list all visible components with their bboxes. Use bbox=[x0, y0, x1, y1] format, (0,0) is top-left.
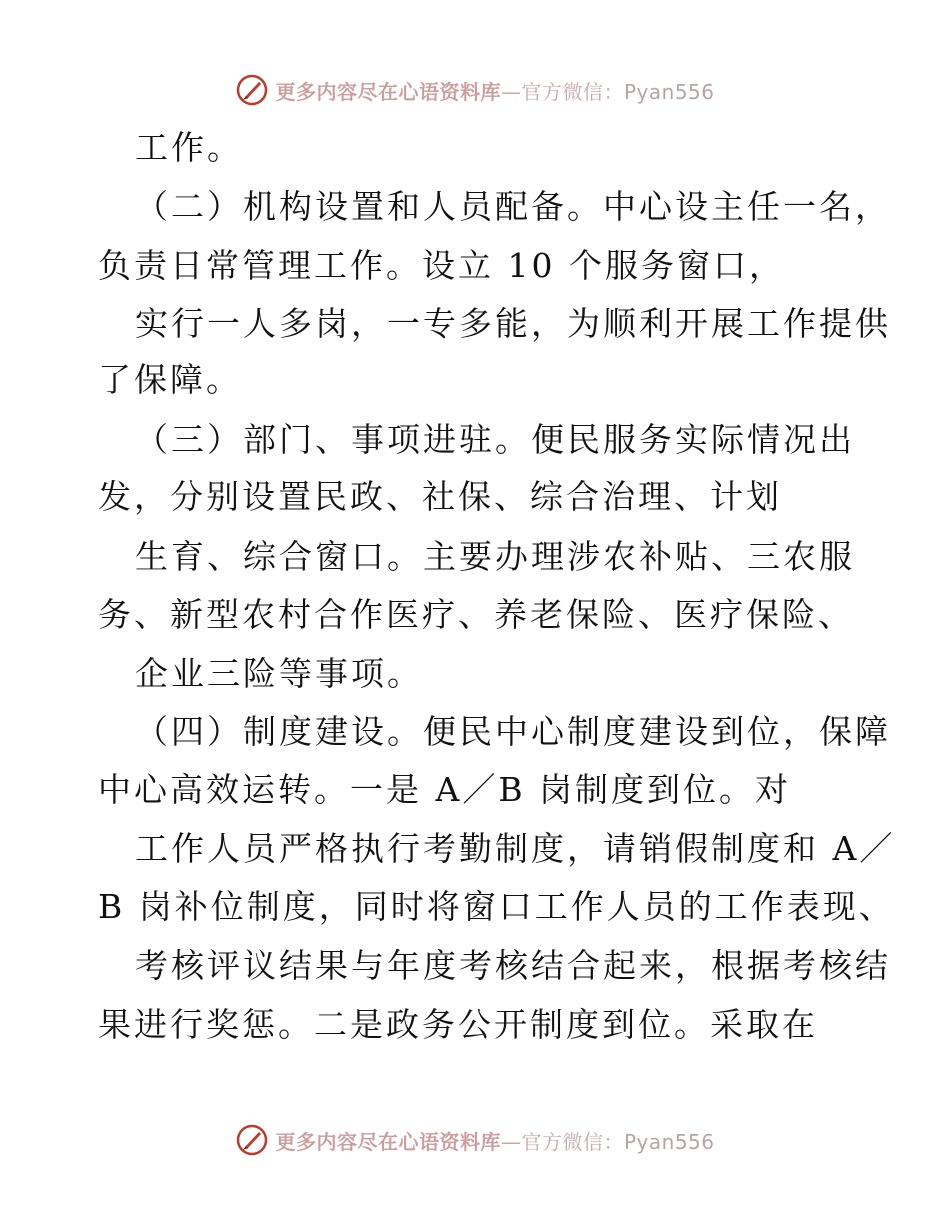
paragraph-line: 工作人员严格执行考勤制度，请销假制度和 A／ bbox=[135, 829, 896, 868]
paragraph-line: 考核评议结果与年度考核结合起来，根据考核结 bbox=[135, 946, 891, 985]
paragraph-line: （四）制度建设。便民中心制度建设到位，保障 bbox=[135, 712, 891, 751]
paragraph-line: 中心高效运转。一是 A／B 岗制度到位。对 bbox=[98, 770, 792, 809]
watermark-id: Pyan556 bbox=[623, 1129, 715, 1154]
watermark-brand: 更多内容尽在心语资料库 bbox=[275, 79, 501, 104]
red-quill-logo-icon bbox=[235, 1123, 269, 1157]
watermark-separator: — bbox=[500, 1129, 522, 1154]
watermark-contact: 官方微信： bbox=[521, 1129, 624, 1154]
footer-watermark bbox=[0, 1120, 950, 1160]
paragraph-line: （三）部门、事项进驻。便民服务实际情况出 bbox=[135, 420, 855, 459]
watermark-text bbox=[275, 1126, 714, 1155]
paragraph-line: 实行一人多岗，一专多能，为顺利开展工作提供 bbox=[135, 304, 891, 343]
paragraph-line: 务、新型农村合作医疗、养老保险、医疗保险、 bbox=[98, 595, 854, 634]
paragraph-line: B 岗补位制度，同时将窗口工作人员的工作表现、 bbox=[98, 887, 895, 926]
watermark-separator: — bbox=[500, 79, 522, 104]
paragraph-line: 负责日常管理工作。设立 10 个服务窗口， bbox=[98, 246, 785, 285]
watermark-brand: 更多内容尽在心语资料库 bbox=[275, 1129, 501, 1154]
watermark-contact: 官方微信： bbox=[521, 79, 624, 104]
paragraph-line: 了保障。 bbox=[98, 360, 242, 399]
paragraph-line: 果进行奖惩。二是政务公开制度到位。采取在 bbox=[98, 1005, 818, 1044]
paragraph-line: 发，分别设置民政、社保、综合治理、计划 bbox=[98, 477, 782, 516]
paragraph-line: 工作。 bbox=[135, 128, 243, 167]
watermark-id: Pyan556 bbox=[623, 79, 715, 104]
paragraph-line: 生育、综合窗口。主要办理涉农补贴、三农服 bbox=[135, 537, 855, 576]
paragraph-line: 企业三险等事项。 bbox=[135, 654, 423, 693]
paragraph-line: （二）机构设置和人员配备。中心设主任一名， bbox=[135, 187, 891, 226]
